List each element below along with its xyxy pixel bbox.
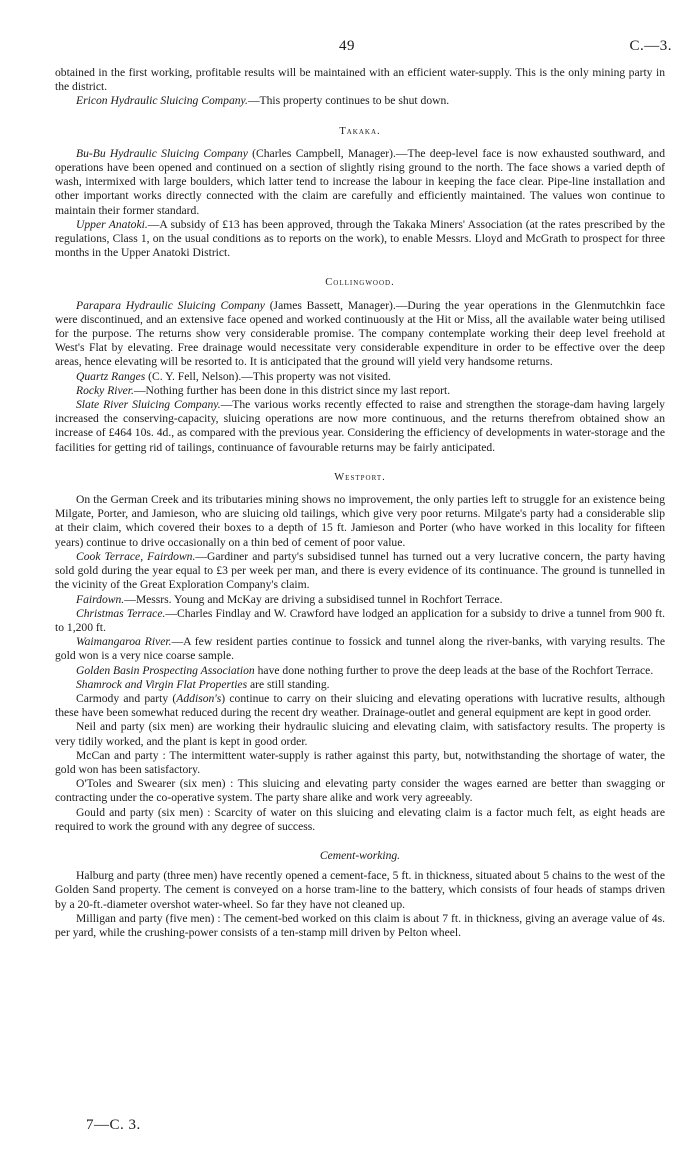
paragraph: Gould and party (six men) : Scarcity of water on this sluicing and elevating claim is a factor much felt, as eight heads are required to work the ground with any degree of success. <box>55 805 665 833</box>
paragraph: O'Toles and Swearer (six men) : This sluicing and elevating party consider the wages earned are better than swagging or contracting under the co-operative system. The party share alike and work very agreeably. <box>55 777 665 805</box>
paragraph: Ericon Hydraulic Sluicing Company.—This property continues to be shut down. <box>76 94 450 108</box>
paragraph: Bu-Bu Hydraulic Sluicing Company (Charles Campbell, Manager).—The deep-level face is now exhausted southward, and operations have been opened and continued on a section of slightly rising ground to the north. The face shows a varied depth of wash, intermixed with large boulders, which latter tend to increase the labour in keeping the face clear. Pipe-line installation and other important works directly connected with the claim are carefully and efficiently maintained. The values won continue to maintain their former standard. <box>55 146 666 217</box>
paragraph: Fairdown.—Messrs. Young and McKay are driving a subsidised tunnel in Rochfort Terrace. <box>76 592 503 606</box>
paragraph: Waimangaroa River.—A few resident parties continue to fossick and tunnel along the river-banks, with varying results. The gold won is a very nice coarse sample. <box>55 635 666 663</box>
paragraph: Slate River Sluicing Company.—The various works recently effected to raise and strengthen the storage-dam having largely increased the conserving-capacity, sluicing operations are now more continuous, and the returns therefrom obtained show an increase of £464 10s. 4d., as compared with the previous year. Considering the efficiency of developments in water-storage and the facilities for getting rid of tailings, continuance of favourable returns may be fairly anticipated. <box>55 398 665 454</box>
report-reference: C.—3. <box>629 38 672 54</box>
paragraph: Upper Anatoki.—A subsidy of £13 has been approved, through the Takaka Miners' Association (at the rates prescribed by the regulations, Class 1, on the usual conditions as to reports on the work), to enable Messrs. Lloyd and McGrath to prospect for three months in the Upper Anatoki District. <box>55 217 665 260</box>
paragraph: Milligan and party (five men) : The cement-bed worked on this claim is about 7 ft. in thickness, giving an average value of 4s. per yard, while the crushing-power consists of a ten-stamp mill driven by Pelton wheel. <box>55 911 665 939</box>
paragraph: Neil and party (six men) are working their hydraulic sluicing and elevating claim, with satisfactory results. The property is very tidily worked, and the plant is kept in good order. <box>55 720 665 748</box>
paragraph: Carmody and party (Addison's) continue to carry on their sluicing and elevating operations with lucrative results, although these have been somewhat reduced during the recent dry weather. Drainage-outlet and general equipment are kept in good order. <box>55 691 666 720</box>
paragraph: Christmas Terrace.—Charles Findlay and W. Crawford have lodged an application for a subsidy to drive a tunnel from 900 ft. to 1,200 ft. <box>55 606 666 634</box>
paragraph: Parapara Hydraulic Sluicing Company (James Bassett, Manager).—During the year operations in the Glenmutchkin face were discontinued, and an extensive face opened and worked continuously at the Hit or Miss, all the available water being utilised for the purpose. The returns show very considerable promise. The company contemplate working their deep level freehold at West's Flat by elevating. Free drainage would necessitate very considerable expenditure in order to be effective over the deep areas, hence elevating will be resorted to. It is anticipated that the ground will yield very handsome returns. <box>55 298 665 369</box>
paragraph: Rocky River.—Nothing further has been done in this district since my last report. <box>76 383 451 397</box>
paragraph: McCan and party : The intermittent water-supply is rather against this party, but, notwithstanding the shortage of water, the gold won has been satisfactory. <box>55 748 665 776</box>
section-heading-westport: Westport. <box>334 471 386 483</box>
paragraph: Shamrock and Virgin Flat Properties are still standing. <box>76 677 330 691</box>
document-body <box>55 66 665 940</box>
paragraph: obtained in the first working, profitable results will be maintained with an efficient water-supply. This is the only mining party in the district. <box>55 66 665 94</box>
page-signature: 7—C. 3. <box>86 1117 141 1133</box>
section-heading-collingwood: Collingwood. <box>325 277 395 289</box>
section-heading-takaka: Takaka. <box>339 125 381 137</box>
paragraph: Halburg and party (three men) have recently opened a cement-face, 5 ft. in thickness, situated about 5 chains to the west of the Golden Sand property. The cement is conveyed on a horse tram-line to the battery, which consists of four heads of stamps driven by a 20-ft.-diameter overshot water-wheel. So far they have not cleaned up. <box>55 869 665 911</box>
subsection-heading-cement-working: Cement-working. <box>319 848 401 862</box>
paragraph: Cook Terrace, Fairdown.—Gardiner and party's subsidised tunnel has turned out a very lucrative concern, the party having sold gold during the year equal to £3 per week per man, and there is every evidence of its continuance. The ground is tunnelled in the vicinity of the Great Exploration Company's claim. <box>55 549 665 592</box>
paragraph: Quartz Ranges (C. Y. Fell, Nelson).—This property was not visited. <box>76 369 391 383</box>
paragraph: On the German Creek and its tributaries mining shows no improvement, the only parties left to struggle for an existence being Milgate, Porter, and Jamieson, who are sluicing old tailings, which give very poor returns. Milgate's party had a considerable slip at their claim, which covered their boxes to a depth of 15 ft. Jamieson and Porter (who have worked in this locality for fifteen years) continue to drive occasionally on a thin bed of cement of poor value. <box>55 493 665 549</box>
paragraph: Golden Basin Prospecting Association have done nothing further to prove the deep leads at the base of the Rochfort Terrace. <box>76 663 654 677</box>
page-number: 49 <box>339 38 355 54</box>
